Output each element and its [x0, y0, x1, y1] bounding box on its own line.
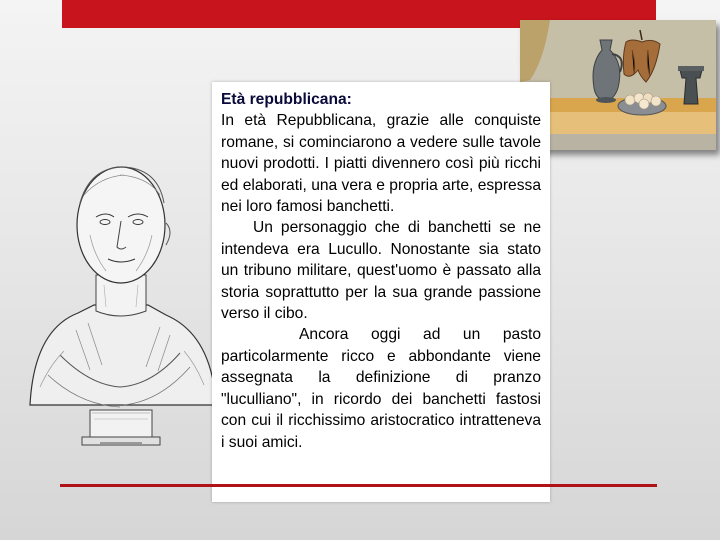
heading-text: Età repubblicana: — [221, 91, 352, 108]
bust-engraving-image — [20, 155, 220, 455]
paragraph-lucullus: Un personaggio che di banchetti se ne intendeva era Lucullo. Nonostante sia stato un tribuno militare, quest'uomo è passato alla storia soprattutto per la sua grande passione verso il cibo. — [221, 219, 541, 323]
paragraph-luculliano: Ancora oggi ad un pasto particolarmente ricco e abbondante viene assegnata la definizione di pranzo "luculliano", in ricordo dei banchetti fastosi con cui il ricchissimo aristocratico intratteneva i suoi amici. — [221, 326, 541, 451]
text-panel — [212, 82, 550, 502]
paragraph-republican-era: In età Repubblicana, grazie alle conquiste romane, si cominciarono a vedere sulle tavole nuovi prodotti. I piatti divennero così più ricchi ed elaborati, una vera e propria arte, espressa nei loro famosi banchetti. — [221, 112, 541, 216]
bottom-accent-rule — [60, 484, 657, 487]
section-heading — [221, 89, 541, 110]
